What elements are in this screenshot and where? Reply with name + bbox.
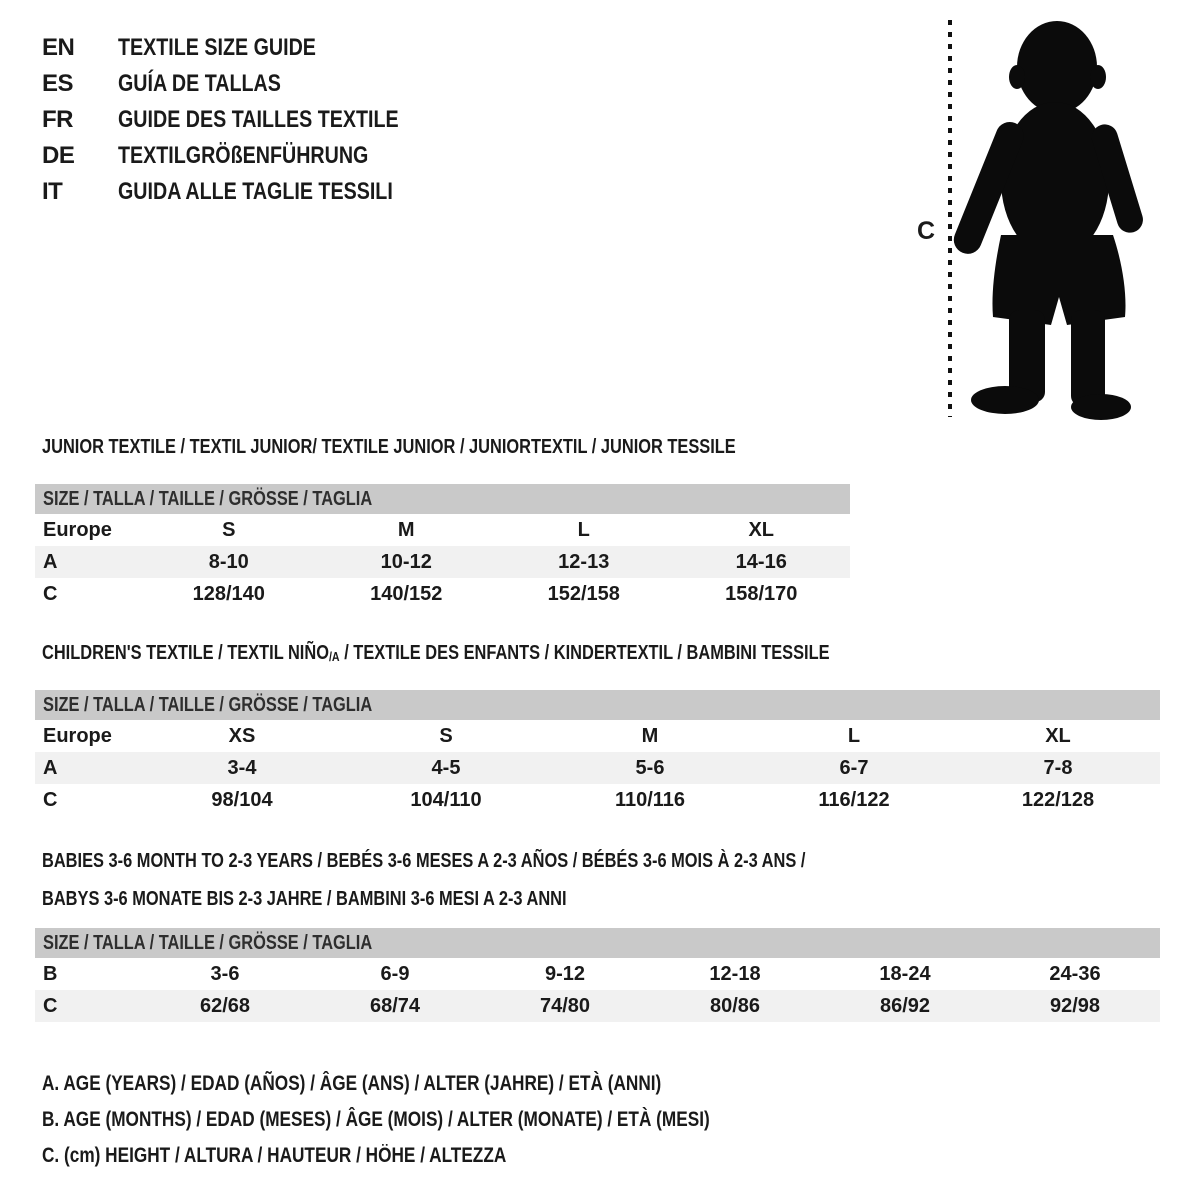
junior-size-table (35, 484, 850, 610)
table-cell: 6-9 (380, 962, 410, 985)
height-measure-label: C (917, 217, 936, 245)
children-size-table (35, 690, 1160, 816)
table-cell: 122/128 (1021, 788, 1095, 811)
size-header-band: SIZE / TALLA / TAILLE / GRÖSSE / TAGLIA (35, 690, 1160, 720)
table-cell: 10-12 (380, 550, 432, 573)
row-label: A (43, 756, 58, 779)
lang-code: ES (42, 70, 74, 97)
table-cell: 80/86 (709, 994, 761, 1017)
babies-table-title-line1: BABIES 3-6 MONTH TO 2-3 YEARS / BEBÉS 3-6 MESES A 2-3 AÑOS / BÉBÉS 3-6 MOIS À 2-3 ANS / (42, 850, 806, 872)
table-cell: 9-12 (544, 962, 586, 985)
table-cell: XL (748, 518, 775, 541)
table-row-age (35, 546, 850, 578)
table-cell: 62/68 (199, 994, 251, 1017)
lang-row-de (42, 138, 460, 174)
row-label: Europe (43, 724, 112, 747)
lang-row-en (42, 30, 460, 66)
table-cell: 110/116 (614, 788, 686, 811)
table-cell: XS (228, 724, 256, 747)
table-cell: 86/92 (879, 994, 931, 1017)
measurement-legend (42, 1066, 856, 1174)
babies-table-title-line2: BABYS 3-6 MONATE BIS 2-3 JAHRE / BAMBINI 3-6 MESI A 2-3 ANNI (42, 888, 567, 910)
legend-line-c: C. (cm) HEIGHT / ALTURA / HAUTEUR / HÖHE / ALTEZZA (42, 1144, 507, 1167)
table-cell: 152/158 (547, 582, 620, 605)
row-label: C (43, 582, 58, 605)
table-cell: 128/140 (192, 582, 265, 605)
lang-row-fr (42, 102, 460, 138)
table-row-height (35, 784, 1160, 816)
table-cell: M (397, 518, 415, 541)
lang-title: GUIDE DES TAILLES TEXTILE (118, 106, 399, 133)
table-cell: M (641, 724, 659, 747)
table-cell: 3-6 (210, 962, 240, 985)
language-title-list (42, 30, 460, 210)
lang-code: IT (42, 178, 63, 205)
row-label: Europe (43, 518, 112, 541)
table-row-height (35, 578, 850, 610)
table-cell: 68/74 (369, 994, 421, 1017)
table-row-europe (35, 720, 1160, 752)
table-cell: 4-5 (431, 756, 461, 779)
table-cell: 92/98 (1049, 994, 1101, 1017)
table-cell: 5-6 (635, 756, 665, 779)
table-cell: 18-24 (879, 962, 931, 985)
table-row-europe (35, 514, 850, 546)
table-cell: L (847, 724, 861, 747)
lang-title: GUIDA ALLE TAGLIE TESSILI (118, 178, 393, 205)
table-cell: L (577, 518, 590, 541)
table-cell: 3-4 (227, 756, 257, 779)
table-row-age (35, 752, 1160, 784)
baby-height-figure (905, 15, 1155, 420)
table-cell: 116/122 (818, 788, 890, 811)
legend-line-b: B. AGE (MONTHS) / EDAD (MESES) / ÂGE (MOIS) / ALTER (MONATE) / ETÀ (MESI) (42, 1108, 710, 1131)
table-cell: 14-16 (735, 550, 787, 573)
table-cell: 7-8 (1043, 756, 1073, 779)
lang-code: EN (42, 34, 75, 61)
row-label: A (43, 550, 58, 573)
size-header-band: SIZE / TALLA / TAILLE / GRÖSSE / TAGLIA (35, 484, 850, 514)
row-label: C (43, 788, 58, 811)
table-row-age-months (35, 958, 1160, 990)
lang-title: TEXTILE SIZE GUIDE (118, 34, 316, 61)
row-label: C (43, 994, 58, 1017)
table-cell: 98/104 (211, 788, 273, 811)
babies-size-table (35, 928, 1160, 1022)
lang-row-es (42, 66, 460, 102)
lang-row-it (42, 174, 460, 210)
table-cell: 6-7 (839, 756, 869, 779)
lang-code: DE (42, 142, 75, 169)
table-cell: 74/80 (539, 994, 591, 1017)
row-label: B (43, 962, 58, 985)
table-cell: 12-18 (709, 962, 761, 985)
table-cell: S (439, 724, 453, 747)
children-table-title: CHILDREN'S TEXTILE / TEXTIL NIÑO/A / TEXTILE DES ENFANTS / KINDERTEXTIL / BAMBINI TESSILE (42, 642, 830, 665)
junior-table-title: JUNIOR TEXTILE / TEXTIL JUNIOR/ TEXTILE JUNIOR / JUNIORTEXTIL / JUNIOR TESSILE (42, 436, 736, 458)
baby-silhouette-icon (905, 15, 1155, 420)
table-cell: XL (1045, 724, 1071, 747)
table-cell: 24-36 (1049, 962, 1101, 985)
lang-title: GUÍA DE TALLAS (118, 70, 281, 97)
table-cell: 12-13 (558, 550, 610, 573)
lang-code: FR (42, 106, 73, 133)
table-cell: 104/110 (410, 788, 482, 811)
table-cell: 158/170 (725, 582, 798, 605)
table-cell: 140/152 (370, 582, 443, 605)
baby-toddler-silhouette (950, 21, 1147, 420)
legend-line-a: A. AGE (YEARS) / EDAD (AÑOS) / ÂGE (ANS) / ALTER (JAHRE) / ETÀ (ANNI) (42, 1072, 662, 1095)
table-cell: S (222, 518, 236, 541)
lang-title: TEXTILGRÖßENFÜHRUNG (118, 142, 369, 169)
size-header-band: SIZE / TALLA / TAILLE / GRÖSSE / TAGLIA (35, 928, 1160, 958)
table-row-height (35, 990, 1160, 1022)
table-cell: 8-10 (208, 550, 249, 573)
